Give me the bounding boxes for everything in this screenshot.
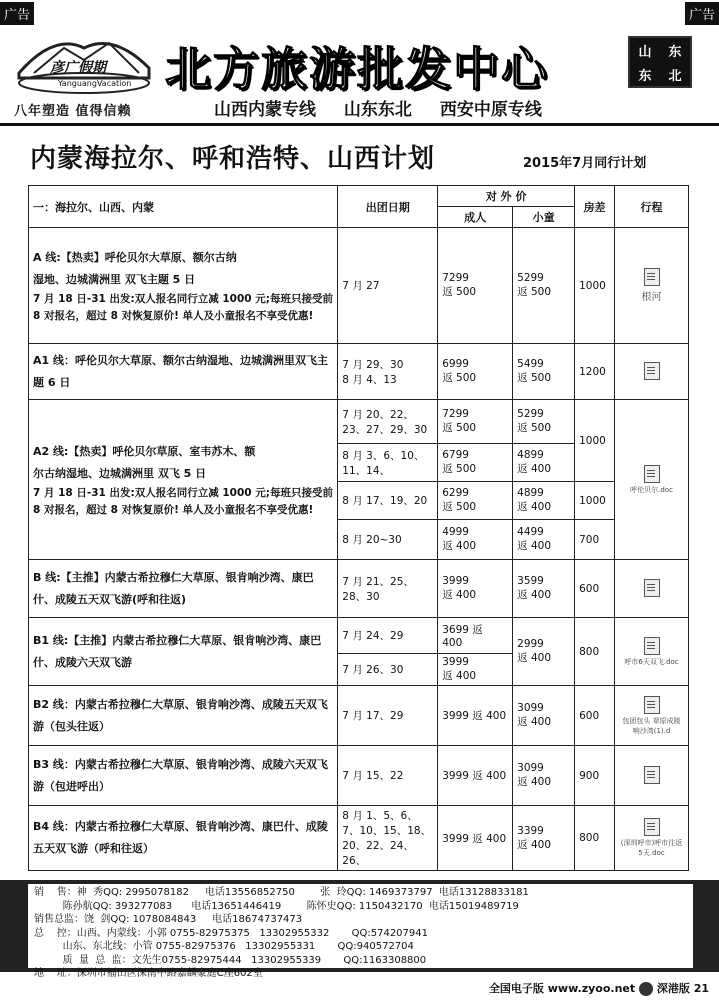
- date-a1: 7 月 29、30 8 月 4、13: [338, 344, 438, 400]
- child-b: 3599 返 400: [513, 560, 575, 618]
- adult-b: 3999 返 400: [438, 560, 513, 618]
- document-icon[interactable]: [644, 696, 660, 714]
- bottom-bar: [0, 974, 719, 1000]
- itinerary-b[interactable]: [615, 560, 689, 618]
- child-a2-1: 5299 返 500: [513, 400, 575, 444]
- date-b2: 7 月 17、29: [338, 686, 438, 746]
- contact-line: 总 控：山西、内蒙线：小郭 0755-82975375 13302955332 QQ:574207941: [34, 927, 428, 939]
- room-b: 600: [575, 560, 615, 618]
- page-number: 21: [693, 982, 709, 995]
- badge-char: 东: [638, 68, 652, 84]
- contact-block: [28, 884, 693, 968]
- itinerary-b1[interactable]: [615, 618, 689, 686]
- date-a2-3: 8 月 17、19、20: [338, 482, 438, 520]
- room-b4: 800: [575, 806, 615, 871]
- header-child: 小童: [513, 207, 575, 228]
- contact-line: 陈孙航QQ: 393277083 电话13651446419 陈怀史QQ: 1150432170 电话15019489719: [34, 900, 519, 912]
- date-a2-1: 7 月 20、22、23、27、29、30: [338, 400, 438, 444]
- header-itinerary: 行程: [615, 186, 689, 228]
- document-icon[interactable]: [644, 362, 660, 380]
- header-price: 对 外 价: [438, 186, 575, 207]
- document-icon[interactable]: [644, 579, 660, 597]
- route-b: B 线:【主推】内蒙古希拉穆仁大草原、银肯响沙湾、康巴什、成陵五天双飞游(呼和往返): [29, 560, 338, 618]
- main-title: 北方旅游批发中心: [165, 42, 549, 96]
- itinerary-b4-label: (深圳呼市)呼市往返5天.doc: [620, 839, 683, 857]
- region-badge: [628, 36, 692, 88]
- adult-a: 7299 返 500: [438, 228, 513, 344]
- route-a2: [29, 400, 338, 560]
- contact-line: 销售总监：饶 剑QQ: 1078084843 电话18674737473: [34, 914, 303, 925]
- child-b4: 3399 返 400: [513, 806, 575, 871]
- date-b3: 7 月 15、22: [338, 746, 438, 806]
- route-b1: B1 线:【主推】内蒙古希拉穆仁大草原、银肯响沙湾、康巴什、成陵六天双飞游: [29, 618, 338, 686]
- child-a: 5299 返 500: [513, 228, 575, 344]
- itinerary-a-label: 根河: [641, 292, 662, 303]
- contact-line: 销 售：神 秀QQ: 2995078182 电话13556852750 张 玲QQ: 1469373797 电话13128833181: [34, 887, 529, 898]
- room-b1: 800: [575, 618, 615, 686]
- room-a: 1000: [575, 228, 615, 344]
- route-a2-line2: 尔古纳湿地、边城满洲里 双飞 5 日: [33, 466, 207, 480]
- itinerary-a[interactable]: [615, 228, 689, 344]
- room-b3: 900: [575, 746, 615, 806]
- date-b4: 8 月 1、5、6、7、10、15、18、20、22、24、26、: [338, 806, 438, 871]
- badge-char: 山: [638, 44, 652, 60]
- slogan: 八年塑造 值得信赖: [14, 104, 132, 119]
- child-b3: 3099 返 400: [513, 746, 575, 806]
- route-a-line2: 湿地、边城满洲里 双飞主题 5 日: [33, 272, 196, 286]
- edition-icon: [639, 982, 653, 996]
- document-icon[interactable]: [644, 818, 660, 836]
- child-a2-4: 4499 返 400: [513, 520, 575, 560]
- header-room: 房差: [575, 186, 615, 228]
- route-b4: B4 线：内蒙古希拉穆仁大草原、银肯响沙湾、康巴什、成陵五天双飞游（呼和往返）: [29, 806, 338, 871]
- itinerary-a1[interactable]: [615, 344, 689, 400]
- route-a2-line1: A2 线:【热卖】呼伦贝尔草原、室韦苏木、额: [33, 444, 256, 458]
- itinerary-a2-label: 呼伦贝尔.doc: [630, 485, 673, 494]
- itinerary-a2[interactable]: [615, 400, 689, 560]
- child-a2-2: 4899 返 400: [513, 444, 575, 482]
- badge-char: 北: [668, 68, 682, 84]
- site-label[interactable]: 全国电子版 www.zyoo.net: [488, 982, 636, 995]
- child-a2-3: 4899 返 400: [513, 482, 575, 520]
- document-icon[interactable]: [644, 637, 660, 655]
- route-b2: B2 线：内蒙古希拉穆仁大草原、银肯响沙湾、成陵五天双飞游（包头往返）: [29, 686, 338, 746]
- logo-name: 彦广假期: [50, 60, 106, 76]
- room-a1: 1200: [575, 344, 615, 400]
- adult-a1: 6999 返 500: [438, 344, 513, 400]
- adult-b2: 3999 返 400: [438, 686, 513, 746]
- route-a-notice: 7 月 18 日-31 出发:双人报名同行立减 1000 元;每班只接受前 8 对报名，超过 8 对恢复原价! 单人及小童报名不享受优惠!: [33, 292, 333, 322]
- plan-subtitle: 2015年7月同行计划: [523, 156, 647, 171]
- date-a: 7 月 27: [338, 228, 438, 344]
- date-b: 7 月 21、25、28、30: [338, 560, 438, 618]
- edition-label: 深港版: [656, 982, 690, 995]
- section-title: 内蒙海拉尔、呼和浩特、山西计划: [30, 144, 436, 174]
- itinerary-b1-label: 呼市6天双飞.doc: [624, 657, 679, 666]
- adult-a2-2: 6799 返 500: [438, 444, 513, 482]
- header-date: 出团日期: [338, 186, 438, 228]
- child-b1: 2999 返 400: [513, 618, 575, 686]
- itinerary-b4[interactable]: [615, 806, 689, 871]
- ad-label-right: 广告: [685, 2, 719, 25]
- room-a2-12: 1000: [575, 400, 615, 482]
- adult-b4: 3999 返 400: [438, 806, 513, 871]
- route-a1: A1 线：呼伦贝尔大草原、额尔古纳湿地、边城满洲里双飞主题 6 日: [29, 344, 338, 400]
- room-a2-3: 1000: [575, 482, 615, 520]
- date-a2-2: 8 月 3、6、10、11、14、: [338, 444, 438, 482]
- divider: [0, 123, 719, 126]
- room-a2-4: 700: [575, 520, 615, 560]
- adult-b1-2: 3999 返 400: [438, 654, 513, 686]
- address-line: 地 址：深圳市福田区深南中路嘉麟豪庭C座602室: [34, 968, 263, 979]
- child-a1: 5499 返 500: [513, 344, 575, 400]
- logo-sub: YanguangVacation: [58, 79, 132, 88]
- room-b2: 600: [575, 686, 615, 746]
- badge-char: 东: [668, 44, 682, 60]
- date-b1-1: 7 月 24、29: [338, 618, 438, 654]
- adult-b3: 3999 返 400: [438, 746, 513, 806]
- line-list: 山西内蒙专线 山东东北 西安中原专线: [214, 100, 542, 120]
- document-icon[interactable]: [644, 465, 660, 483]
- route-a-line1: A 线:【热卖】呼伦贝尔大草原、额尔古纳: [33, 250, 237, 264]
- route-b3: B3 线：内蒙古希拉穆仁大草原、银肯响沙湾、成陵六天双飞游（包进呼出）: [29, 746, 338, 806]
- adult-a2-4: 4999 返 400: [438, 520, 513, 560]
- contact-line: 山东、东北线：小管 0755-82975376 13302955331 QQ:940572704: [34, 941, 414, 952]
- route-a: [29, 228, 338, 344]
- child-b2: 3099 返 400: [513, 686, 575, 746]
- adult-a2-3: 6299 返 500: [438, 482, 513, 520]
- itinerary-b2-label: 包团包头 草原成陵 响沙湾(1).d: [622, 716, 681, 735]
- route-a2-notice: 7 月 18 日-31 出发:双人报名同行立减 1000 元;每班只接受前 8 对报名，超过 8 对恢复原价! 单人及小童报名不享受优惠!: [33, 486, 333, 516]
- document-icon[interactable]: [644, 766, 660, 784]
- itinerary-b3[interactable]: [615, 746, 689, 806]
- date-b1-2: 7 月 26、30: [338, 654, 438, 686]
- document-icon[interactable]: [644, 268, 660, 286]
- price-table: [28, 185, 689, 871]
- header-adult: 成人: [438, 207, 513, 228]
- table-title: 一：海拉尔、山西、内蒙: [29, 186, 338, 228]
- date-a2-4: 8 月 20~30: [338, 520, 438, 560]
- adult-b1-1: 3699 返 400: [438, 618, 513, 654]
- contact-line: 质 量 总 监：文先生0755-82975444 13302955339 QQ:1163308800: [34, 954, 427, 966]
- itinerary-b2[interactable]: [615, 686, 689, 746]
- adult-a2-1: 7299 返 500: [438, 400, 513, 444]
- ad-label-left: 广告: [0, 2, 34, 25]
